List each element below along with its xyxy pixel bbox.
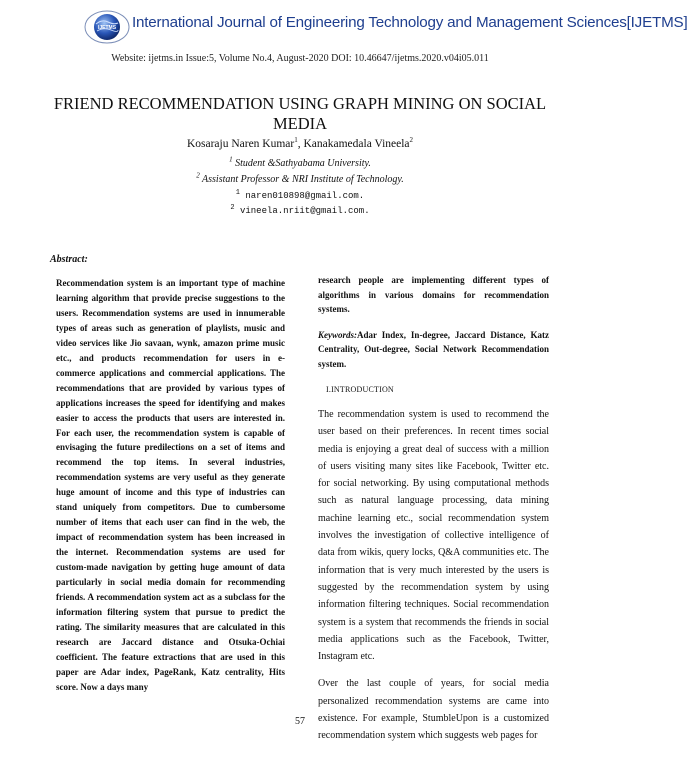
email-2 [0, 206, 600, 216]
email-1-sup: 1 [235, 189, 240, 197]
email-2-text: vineela.nriit@gmail.com. [234, 206, 370, 216]
affiliation-1-text: Student &Sathyabama University. [232, 158, 371, 169]
right-column [318, 273, 549, 745]
page-number: 57 [295, 716, 305, 727]
author-1: Kosaraju Naren Kumar [186, 138, 295, 150]
affiliation-2-sup: 2 [196, 171, 200, 180]
author-separator: , [297, 138, 304, 150]
introduction-paragraph-1: The recommendation system is used to recommend the user based on their preferences. In recent times social media is enjoying a great deal of success with a million of users visiting many sites like Facebook, Twitter etc. for social networking. By using computational methods such as natural language processing, data mining machine learning etc., social recommendation system involves the investigation of collective intelligence of data from wikis, query locks, Q&A communities etc. The information that is very much interested by the users is suggested by the recommendation system by using information filtering techniques. Social recommendation system is a system that recommends the friends in social media applications such as the Facebook, Twitter, Instagram etc. [318, 409, 549, 663]
abstract-heading: Abstract: [50, 254, 88, 265]
keywords [318, 328, 549, 372]
email-1-text: naren010898@gmail.com. [239, 191, 365, 201]
author-2: Kanakamedala Vineela [303, 138, 410, 150]
affiliation-1 [0, 155, 600, 169]
section-heading-introduction: I.INTRODUCTION [326, 385, 394, 394]
abstract-continuation: research people are implementing different types of algorithms in various domains for recommendation systems. [318, 275, 549, 314]
affiliation-1-sup: 1 [229, 155, 233, 164]
keywords-label: Keywords: [318, 329, 357, 340]
svg-text:IJETMS: IJETMS [97, 25, 117, 31]
author-2-sup: 2 [409, 136, 414, 145]
journal-title: International Journal of Engineering Technology and Management Sciences[IJETMS] [132, 14, 687, 31]
paper-title: FRIEND RECOMMENDATION USING GRAPH MINING ON SOCIAL MEDIA [53, 94, 547, 133]
journal-logo [84, 10, 130, 44]
author-line [0, 138, 600, 150]
email-1 [0, 191, 600, 201]
email-2-sup: 2 [230, 204, 235, 212]
author-1-sup: 1 [294, 136, 298, 145]
keywords-text: Adar Index, In-degree, Jaccard Distance, Katz Centrality, Out-degree, Social Network Recommendation system. [318, 329, 549, 369]
globe-logo-icon [84, 10, 130, 44]
website-issue-line: Website: ijetms.in Issue:5, Volume No.4, August-2020 DOI: 10.46647/ijetms.2020.v04i05.011 [111, 53, 489, 64]
introduction-paragraph-2: Over the last couple of years, for social media personalized recommendation systems are came into existence. For example, StumbleUpon is a customized recommendation system which suggests web pages for [318, 678, 549, 742]
affiliation-2 [0, 171, 600, 185]
affiliation-2-text: Assistant Professor & NRI Institute of Technology. [199, 174, 404, 185]
abstract-body: Recommendation system is an important type of machine learning algorithm that provide precise suggestions to the users. Recommendation systems are used in innumerable types of areas such as generation of playlists, music and video services like Jio savaan, wynk, amazon prime music etc., and products recommendation for users in e-commerce applications and commercial applications. The recommendations that are provided by various types of applications increases the speed for identifying and makes easier to access the products that users are interested in. For each user, the recommendation system is capable of envisaging the future predilections on a set of items and recommend the top items. In several industries, recommendation systems are very useful as they generate huge amount of income and this type of industries can stand uniquely from competitors. Due to cumbersome number of items that each user can find in the web, the impact of recommendation system has been increased in the internet. Recommendation systems are used for custom-made navigation by getting huge amount of data particularly in social media domain for recommending friends. A recommendation system act as a subclass for the information filtering system that pursue to predict the rating. The similarity measures that are calculated in this research are Jaccard distance and Otsuka-Ochiai coefficient. The feature extractions that are used in this paper are Adar index, PageRank, Katz centrality, Hits score. Now a days many [56, 278, 285, 692]
